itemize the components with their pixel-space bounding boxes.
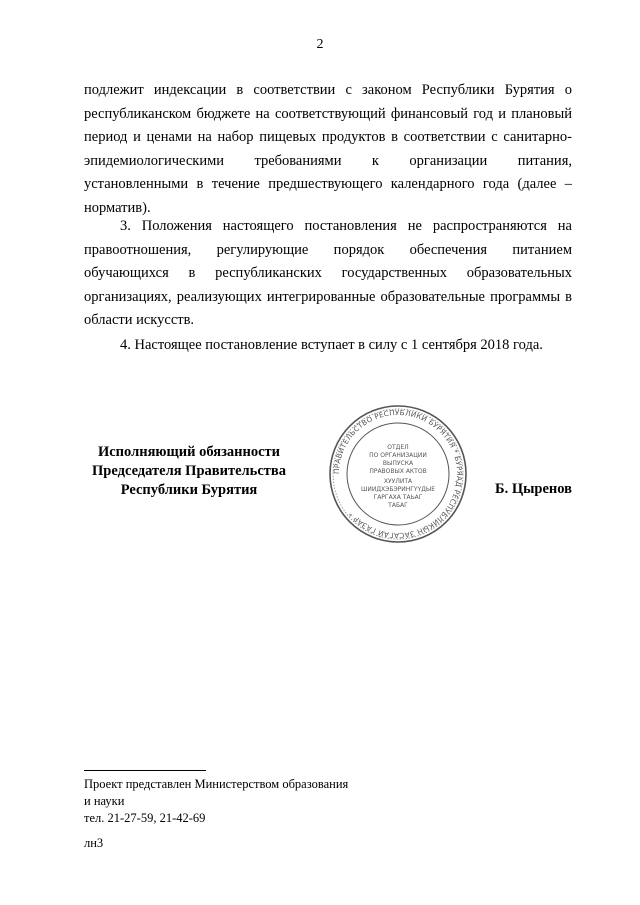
seal-inner-line-4: ПРАВОВЫХ АКТОВ xyxy=(369,468,427,475)
seal-inner-line-6: ШИИДХЭБЭРИНГҮҮДЫЕ xyxy=(360,486,436,493)
official-seal-stamp xyxy=(327,403,469,545)
seal-inner-line-3: ВЫПУСКА xyxy=(382,460,414,467)
signer-title-block xyxy=(84,443,294,500)
seal-inner-line-8: ТАБАГ xyxy=(388,502,408,509)
seal-inner-line-1: ОТДЕЛ xyxy=(387,444,409,451)
paragraph-clause-3: 3. Положения настоящего постановления не распространяются на правоотношения, регулирующие порядок обеспечения питанием обучающихся в республиканских государственных образовательных организациях, реализующих интегрированные образовательные программы в области искусств. xyxy=(84,218,572,328)
signer-title-line-2: Председателя Правительства xyxy=(92,463,286,479)
paragraph-continuation: подлежит индексации в соответствии с законом Республики Бурятия о республиканском бюджете на соответствующий финансовый год и плановый период и ценами на набор пищевых продуктов в соответствии с санитарно-эпидемиологическими требованиями к организации питания, установленными в течение предшествующего календарного года (далее – норматив). xyxy=(84,82,572,216)
page-number: 2 xyxy=(316,37,324,52)
footer-divider xyxy=(84,770,206,771)
signer-title-line-1: Исполняющий обязанности xyxy=(97,444,281,460)
paragraph-clause-4: 4. Настоящее постановление вступает в силу с 1 сентября 2018 года. xyxy=(120,337,543,353)
footer-line-2: и науки xyxy=(84,794,125,808)
seal-inner-line-5: ХУУЛИТА xyxy=(383,478,413,485)
signer-title-line-3: Республики Бурятия xyxy=(120,482,258,498)
footer-note xyxy=(84,776,348,852)
seal-inner-line-2: ПО ОРГАНИЗАЦИИ xyxy=(369,452,427,459)
footer-line-3: тел. 21-27-59, 21-42-69 xyxy=(84,811,206,825)
seal-inner-line-7: ГАРГАХА ТАЬАГ xyxy=(373,494,423,501)
footer-code: лн3 xyxy=(84,836,104,850)
seal-outer-text: ПРАВИТЕЛЬСТВО РЕСПУБЛИКИ БУРЯТИЯ * БУРЯАД РЕСПУБЛИКЫН ЗАСАГАЙ ГАЗАР * xyxy=(331,407,465,541)
signer-name: Б. Цыренов xyxy=(494,481,572,497)
footer-line-1: Проект представлен Министерством образования xyxy=(84,777,349,791)
